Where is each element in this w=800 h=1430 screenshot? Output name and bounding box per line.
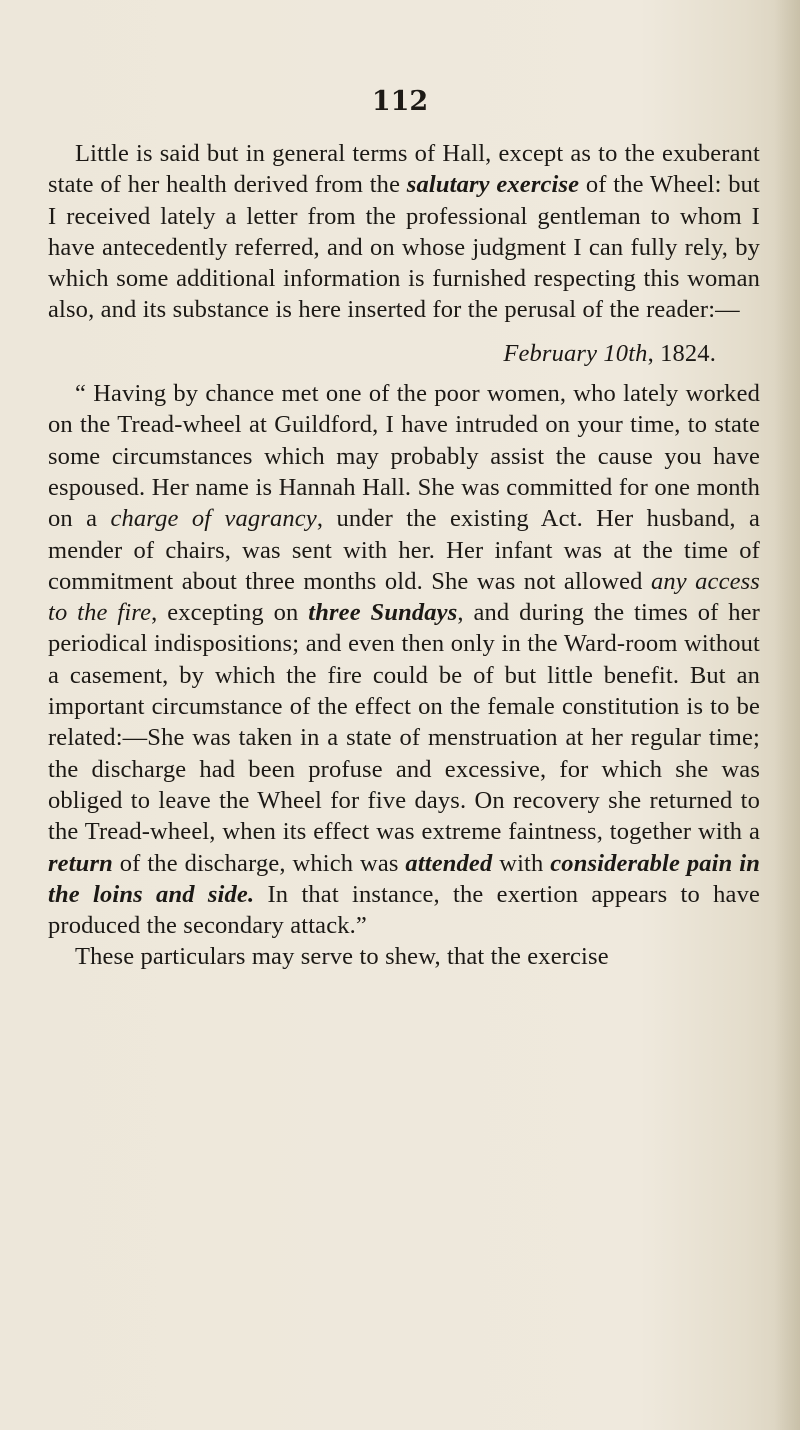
letter-text-3: , excepting on — [151, 599, 309, 627]
letter-text-5: of the discharge, which was — [112, 849, 406, 877]
letter-emphasis-pain: considerable pain in the loins and side. — [48, 849, 760, 908]
letter-text-6: with — [492, 849, 551, 877]
intro-emphasis-salutary-exercise: salutary exercise — [406, 171, 580, 199]
page-edge-shadow — [774, 0, 800, 1430]
letter-dateline — [48, 338, 760, 369]
dateline-month: February — [503, 339, 598, 367]
letter-emphasis-attended: attended — [405, 849, 493, 877]
paragraph-intro — [48, 138, 760, 326]
letter-text-1: “ Having by chance met one of the poor women, who lately worked on the Tread-wheel at Guildford, I have intruded on your time, to state some circumstances which may probably assist the cause you have espoused. Her name is Hannah Hall. She was committed for one month on a — [48, 380, 760, 533]
paragraph-letter — [48, 378, 760, 941]
letter-emphasis-three-sundays: three Sundays — [308, 599, 458, 627]
letter-text-2: , under the existing Act. Her husband, a mender of chairs, was sent with her. Her infant was at the time of commitment about three months old. She was not allowed — [48, 505, 761, 595]
dateline-year: , 1824. — [647, 339, 716, 367]
intro-text-2: of the Wheel: but I received lately a letter from the professional gentleman to whom I have antecedently referred, and on whose judgment I can fully rely, by which some additional information is furnished respecting this woman also, and its substance is here inserted for the perusal of the reader:— — [48, 171, 760, 324]
intro-text-1: Little is said but in general terms of Hall, except as to the exuberant state of her health derived from the — [48, 140, 760, 199]
dateline-day: 10th — [603, 339, 648, 367]
page-body — [48, 138, 760, 973]
letter-emphasis-return: return — [48, 849, 113, 877]
conclusion-text: These particulars may serve to shew, that the exercise — [75, 943, 609, 971]
letter-emphasis-charge-of-vagrancy: charge of vagrancy — [110, 505, 317, 533]
letter-text-4: , and during the times of her periodical indispositions; and even then only in the Ward-room without a casement, by which the fire could be of but little benefit. But an important circumstance of the effect on the female constitution is to be related:—She was taken in a state of menstruation at her regular time; the discharge had been profuse and excessive, for which she was obliged to leave the Wheel for five days. On recovery she returned to the Tread-wheel, when its effect was extreme faintness, together with a — [48, 599, 760, 846]
page-number: 112 — [371, 86, 429, 117]
paragraph-conclusion — [48, 941, 760, 972]
letter-text-7: In that instance, the exertion appears to have produced the secondary attack.” — [48, 880, 760, 940]
letter-emphasis-access-to-fire: any access to the fire — [48, 567, 760, 627]
